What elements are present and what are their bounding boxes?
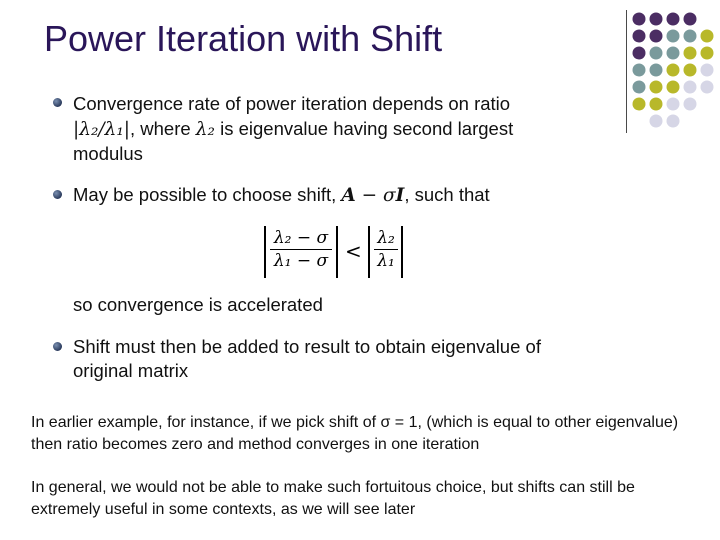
deco-dot — [701, 64, 714, 77]
deco-dot — [650, 115, 663, 128]
fraction-left-numerator: λ₂ − σ — [273, 228, 329, 248]
less-than-symbol: < — [345, 239, 362, 263]
slide-title: Power Iteration with Shift — [44, 18, 443, 59]
note-paragraph-1: In earlier example, for instance, if we pick shift of σ = 1, (which is equal to other eigenvalue) then ratio becomes zero and method converges in one iteration — [31, 414, 679, 453]
bullet-1-line-3: modulus — [73, 143, 143, 164]
deco-dot — [701, 81, 714, 94]
fraction-bar — [270, 249, 332, 250]
deco-dot — [650, 30, 663, 43]
fraction-bar — [374, 249, 398, 250]
deco-dot — [701, 47, 714, 60]
deco-dot — [684, 13, 697, 26]
deco-dot — [650, 81, 663, 94]
ratio-expression: |λ₂/λ₁| — [73, 119, 130, 140]
matrix-a-symbol: A — [341, 185, 356, 206]
bullet-2-line-1 — [73, 182, 490, 208]
minus-symbol: − — [355, 185, 384, 206]
deco-dot — [633, 13, 646, 26]
deco-dot — [684, 64, 697, 77]
identity-symbol: I — [395, 185, 405, 206]
deco-dot — [667, 81, 680, 94]
bullet-3-line-2: original matrix — [73, 360, 189, 381]
lambda2-symbol: λ₂ — [195, 119, 215, 140]
deco-dot — [633, 64, 646, 77]
deco-dot — [650, 64, 663, 77]
sigma-symbol: σ — [383, 185, 396, 206]
deco-dot — [667, 47, 680, 60]
abs-bar — [401, 226, 403, 278]
deco-dot — [667, 13, 680, 26]
bullet-2-continuation: so convergence is accelerated — [73, 294, 323, 315]
where-text: , where — [129, 118, 191, 139]
deco-dot — [684, 30, 697, 43]
abs-bar — [264, 226, 266, 278]
abs-bar — [336, 226, 338, 278]
deco-dot — [667, 115, 680, 128]
abs-bar — [368, 226, 370, 278]
deco-dot — [684, 81, 697, 94]
shift-suffix: , such that — [404, 184, 490, 205]
bullet-marker — [53, 98, 62, 107]
deco-dot — [633, 30, 646, 43]
deco-dot — [667, 98, 680, 111]
shift-prefix: May be possible to choose shift, — [73, 184, 337, 205]
deco-dot — [633, 47, 646, 60]
deco-dot — [667, 64, 680, 77]
deco-dot — [650, 47, 663, 60]
fraction-right-numerator: λ₂ — [377, 228, 395, 248]
deco-dot — [650, 98, 663, 111]
eigenvalue-description: is eigenvalue having second largest — [220, 118, 514, 139]
fraction-left — [270, 228, 332, 271]
deco-dot — [633, 81, 646, 94]
fraction-right-denominator: λ₁ — [377, 251, 395, 271]
fraction-left-denominator: λ₁ − σ — [273, 251, 329, 271]
deco-dot — [684, 47, 697, 60]
bullet-marker — [53, 342, 62, 351]
bullet-1-line-2 — [73, 116, 513, 142]
convergence-inequality — [264, 224, 404, 280]
bullet-marker — [53, 190, 62, 199]
deco-dot — [684, 98, 697, 111]
bullet-1-line-1: Convergence rate of power iteration depends on ratio — [73, 93, 511, 114]
deco-dot — [667, 30, 680, 43]
deco-dot — [633, 98, 646, 111]
bullet-3-line-1: Shift must then be added to result to obtain eigenvalue of — [73, 336, 541, 357]
deco-dot — [650, 13, 663, 26]
note-paragraph-2: In general, we would not be able to make such fortuitous choice, but shifts can still be extremely useful in some contexts, as we will see later — [31, 479, 635, 518]
deco-dot — [701, 30, 714, 43]
fraction-right — [374, 228, 398, 271]
